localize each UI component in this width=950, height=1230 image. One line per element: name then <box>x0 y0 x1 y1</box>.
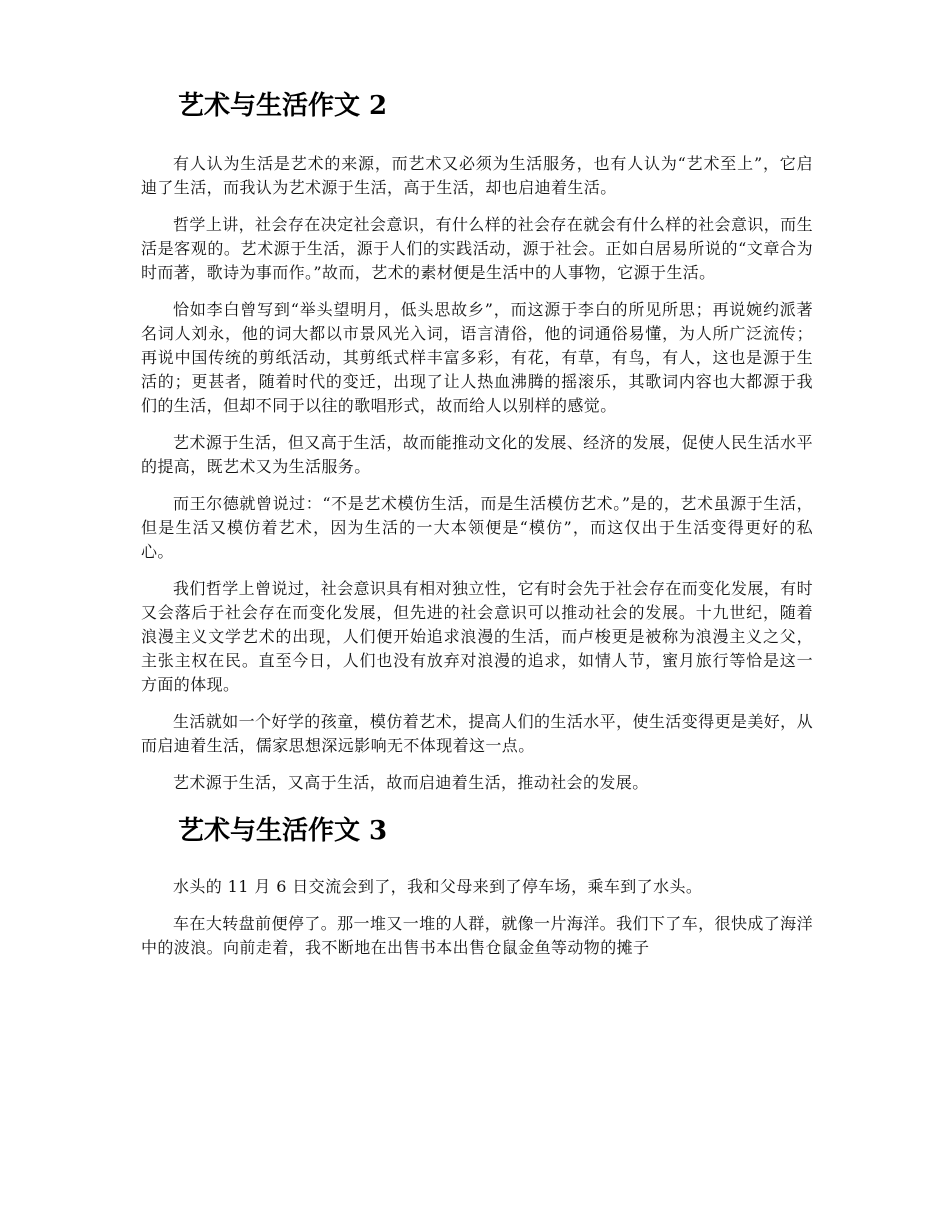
paragraph: 艺术源于生活，又高于生活，故而启迪着生活，推动社会的发展。 <box>173 773 649 792</box>
paragraph: 生活就如一个好学的孩童，模仿着艺术，提高人们的生活水平，使生活变得更是美好，从而启迪着生活，儒家思想深远影响无不体现着这一点。 <box>141 712 813 755</box>
paragraph: 艺术源于生活，但又高于生活，故而能推动文化的发展、经济的发展，促使人民生活水平的提高，既艺术又为生活服务。 <box>141 433 813 476</box>
paragraph: 车在大转盘前便停了。那一堆又一堆的人群，就像一片海洋。我们下了车，很快成了海洋中的波浪。向前走着，我不断地在出售书本出售仓鼠金鱼等动物的摊子 <box>141 914 813 957</box>
paragraph: 恰如李白曾写到“举头望明月，低头思故乡”，而这源于李白的所见所思；再说婉约派著名词人刘永，他的词大都以市景风光入词，语言清俗，他的词通俗易懂，为人所广泛流传；再说中国传统的剪纸活动，其剪纸式样丰富多彩，有花，有草，有鸟，有人，这也是源于生活的；更甚者，随着时代的变迁，出现了让人热血沸腾的摇滚乐，其歌词内容也大都源于我们的生活，但却不同于以往的歌唱形式，故而给人以别样的感觉。 <box>141 300 813 415</box>
paragraph: 而王尔德就曾说过：“不是艺术模仿生活，而是生活模仿艺术。”是的，艺术虽源于生活，但是生活又模仿着艺术，因为生活的一大本领便是“模仿”，而这仅出于生活变得更好的私心。 <box>141 494 813 561</box>
paragraph: 我们哲学上曾说过，社会意识具有相对独立性，它有时会先于社会存在而变化发展，有时又会落后于社会存在而变化发展，但先进的社会意识可以推动社会的发展。十九世纪，随着浪漫主义文学艺术的出现，人们便开始追求浪漫的生活，而卢梭更是被称为浪漫主义之父，主张主权在民。直至今日，人们也没有放弃对浪漫的追求，如情人节，蜜月旅行等恰是这一方面的体现。 <box>141 579 813 694</box>
document-body <box>141 88 813 973</box>
paragraph: 有人认为生活是艺术的来源，而艺术又必须为生活服务，也有人认为“艺术至上”，它启迪了生活，而我认为艺术源于生活，高于生活，却也启迪着生活。 <box>141 154 813 197</box>
section-heading: 艺术与生活作文 3 <box>178 816 388 846</box>
paragraph: 水头的 11 月 6 日交流会到了，我和父母来到了停车场，乘车到了水头。 <box>173 877 703 896</box>
paragraph: 哲学上讲，社会存在决定社会意识，有什么样的社会存在就会有什么样的社会意识，而生活是客观的。艺术源于生活，源于人们的实践活动，源于社会。正如白居易所说的“文章合为时而著，歌诗为事而作。”故而，艺术的素材便是生活中的人事物，它源于生活。 <box>141 215 813 282</box>
section-heading: 艺术与生活作文 2 <box>178 91 388 121</box>
